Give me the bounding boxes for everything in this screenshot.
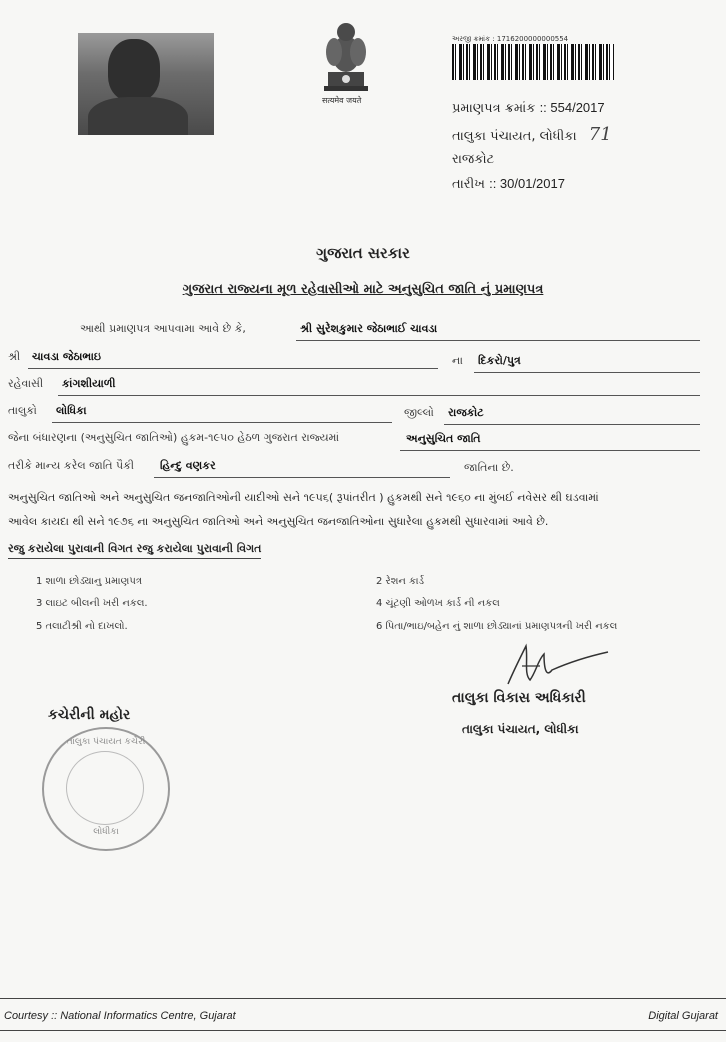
officer-title: તાલુકા વિકાસ અધિકારી — [452, 690, 586, 706]
office-seal — [42, 727, 170, 851]
barcode — [452, 44, 614, 80]
document-item: 2 રેશન કાર્ડ — [376, 576, 425, 587]
seal-ring-text: તાલુકા પંચાયત કચેરી — [66, 737, 146, 747]
applicant-photo — [78, 33, 214, 135]
document-item: 6 પિતા/ભાઇ/બહેન નું શાળા છોડ્યાનાં પ્રમાણપત્રની ખરી નકલ — [376, 621, 618, 632]
taluka: લોધિકા — [56, 404, 87, 417]
caste: હિન્દુ વણકર — [160, 459, 216, 472]
issuing-office: તાલુકા પંચાયત, લોધીકા — [452, 129, 577, 144]
issuing-district: રાજકોટ — [452, 152, 495, 167]
officer-signature — [500, 640, 610, 688]
order-text: જેના બંધારણના (અનુસુચિત જાતિઓ) હુકમ-૧૯૫૦ હેઠળ ગુજરાત રાજ્યમાં — [8, 431, 340, 444]
certificate-number-row — [452, 100, 605, 116]
footer-bottom-divider — [0, 1030, 726, 1031]
legal-paragraph-line: અનુસુચિત જાતિઓ અને અનુસુચિત જનજાતિઓની યાદીઓ સને ૧૯૫૬( રૂપાંતરીત ) હુકમથી સને ૧૯૬૦ ના મુંબઈ નવેસર થી ઘડવામાં — [8, 491, 599, 504]
intro-text: આથી પ્રમાણપત્ર આપવામા આવે છે કે, — [80, 322, 246, 335]
document-item: 3 લાઇટ બીલની ખરી નકલ. — [36, 598, 148, 609]
issue-date: :: 30/01/2017 — [489, 176, 565, 191]
divider — [28, 368, 438, 369]
divider — [154, 477, 450, 478]
footer-divider — [0, 998, 726, 999]
footer-brand: Digital Gujarat — [648, 1010, 718, 1022]
legal-paragraph-line: આવેલ કાયદા થી સને ૧૯૭૬ ના અનુસુચિત જાતિઓ અને અનુસુચિત જનજાતિઓના સુધારેલા હુકમથી સુધારવામાં આવે છે. — [8, 515, 549, 528]
father-name: ચાવડા જેઠાભાઇ — [32, 350, 101, 363]
resident-label: રહેવાસી — [8, 377, 44, 390]
caste-prefix: તરીકે માન્ય કરેલ જાતિ પૈકી — [8, 459, 135, 472]
document-item: 1 શાળા છોડ્યાનુ પ્રમાણપત્ર — [36, 576, 142, 587]
handwritten-note: 71 — [588, 124, 612, 145]
documents-heading: રજુ કરાયેલા પુરાવાની વિગત રજુ કરાયેલા પુરાવાની વિગત — [8, 542, 261, 559]
na-label: ના — [452, 354, 463, 367]
caste-suffix: જાતિના છે. — [464, 461, 514, 474]
divider — [400, 450, 700, 451]
divider — [474, 372, 700, 373]
taluka-label: તાલુકો — [8, 404, 37, 417]
officer-office: તાલુકા પંચાયત, લોધીકા — [462, 722, 579, 736]
divider — [296, 340, 700, 341]
seal-center-text: લોધીકા — [93, 827, 119, 837]
office-seal-label: કચેરીની મહોર — [48, 707, 131, 723]
divider — [52, 422, 392, 423]
application-number: અરજી ક્રમાંક : 1716200000000554 — [452, 35, 569, 43]
category: અનુસુચિત જાતિ — [406, 432, 481, 445]
divider — [444, 424, 700, 425]
document-item: 4 ચૂંટણી ઓળખ કાર્ડ ની નકલ — [376, 598, 500, 609]
issuing-office-row — [452, 124, 612, 145]
government-title: ગુજરાત સરકાર — [316, 244, 410, 262]
certificate-number: :: 554/2017 — [539, 100, 605, 115]
district-label: જીલ્લો — [404, 406, 434, 419]
divider — [58, 395, 700, 396]
relation: દિકરો/પુત્ર — [478, 354, 521, 367]
village: કાંગશીયાળી — [62, 377, 116, 390]
issue-date-row — [452, 176, 565, 192]
national-emblem-icon — [318, 16, 374, 96]
footer-courtesy: Courtesy :: National Informatics Centre, Gujarat — [4, 1010, 236, 1022]
emblem-motto: सत्यमेव जयते — [322, 96, 362, 105]
certificate-number-label: પ્રમાણપત્ર ક્રમાંક — [452, 101, 536, 116]
issue-date-label: તારીખ — [452, 177, 485, 192]
district: રાજકોટ — [448, 406, 484, 419]
holder-name: શ્રી સુરેશકુમાર જેઠાભાઈ ચાવડા — [300, 322, 438, 335]
document-item: 5 તલાટીશ્રી નો દાખલો. — [36, 621, 128, 632]
legal-paragraph — [8, 486, 708, 534]
certificate-title: ગુજરાત રાજ્યના મૂળ રહેવાસીઓ માટે અનુસુચિત જાતિ નું પ્રમાણપત્ર — [182, 282, 544, 297]
shri-label: શ્રી — [8, 350, 21, 363]
